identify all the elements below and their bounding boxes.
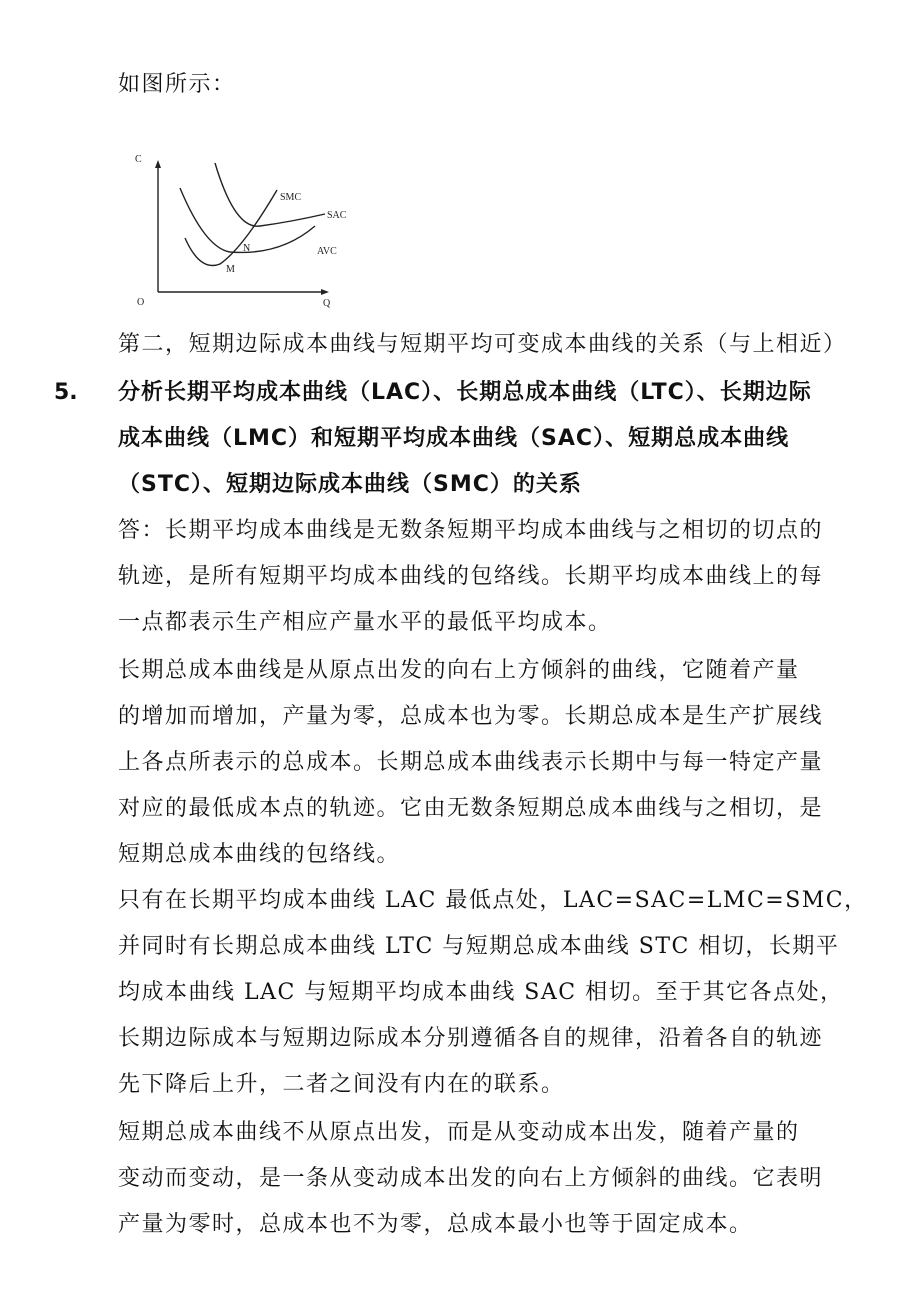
avc-label: AVC [317,246,337,257]
answer-line: 轨迹，是所有短期平均成本曲线的包络线。长期平均成本曲线上的每 [118,564,824,589]
answer-line: 先下降后上升，二者之间没有内在的联系。 [118,1072,565,1097]
intro-text: 如图所示： [118,72,236,97]
question-line: 成本曲线（LMC）和短期平均成本曲线（SAC）、短期总成本曲线 [118,426,790,451]
answer-line: 的增加而增加，产量为零，总成本也为零。长期总成本是生产扩展线 [118,704,824,729]
answer-line: 上各点所表示的总成本。长期总成本曲线表示长期中与每一特定产量 [118,750,824,775]
answer-line: 只有在长期平均成本曲线 LAC 最低点处，LAC=SAC=LMC=SMC， [118,888,868,913]
x-axis-arrow [321,289,329,295]
axis-y-label: C [135,154,142,165]
answer-line: 并同时有长期总成本曲线 LTC 与短期总成本曲线 STC 相切，长期平 [118,934,840,959]
question-line: （STC）、短期边际成本曲线（SMC）的关系 [118,472,582,497]
cost-curve-figure [125,148,347,318]
answer-line: 均成本曲线 LAC 与短期平均成本曲线 SAC 相切。至于其它各点处， [118,980,844,1005]
question-number: 5. [54,380,78,405]
smc-label: SMC [280,192,302,203]
answer-line: 对应的最低成本点的轨迹。它由无数条短期总成本曲线与之相切，是 [118,796,824,821]
question-line: 分析长期平均成本曲线（LAC）、长期总成本曲线（LTC）、长期边际 [118,380,812,405]
y-axis-arrow [155,160,161,168]
answer-line: 长期边际成本与短期边际成本分别遵循各自的规律，沿着各自的轨迹 [118,1026,824,1051]
origin-label: O [137,297,145,308]
point-m-label: M [226,264,235,275]
answer-line: 短期总成本曲线的包络线。 [118,842,401,867]
second-point-text: 第二，短期边际成本曲线与短期平均可变成本曲线的关系（与上相近） [118,332,847,357]
answer-line: 答：长期平均成本曲线是无数条短期平均成本曲线与之相切的切点的 [118,518,824,543]
point-n-label: N [243,243,251,254]
answer-line: 产量为零时，总成本也不为零，总成本最小也等于固定成本。 [118,1212,753,1237]
sac-label: SAC [327,210,347,221]
answer-line: 长期总成本曲线是从原点出发的向右上方倾斜的曲线，它随着产量 [118,658,800,683]
smc-curve [185,190,277,266]
answer-line: 一点都表示生产相应产量水平的最低平均成本。 [118,610,612,635]
axis-x-label: Q [323,298,331,309]
answer-line: 变动而变动，是一条从变动成本出发的向右上方倾斜的曲线。它表明 [118,1166,824,1191]
answer-line: 短期总成本曲线不从原点出发，而是从变动成本出发，随着产量的 [118,1120,800,1145]
sac-curve [215,163,325,226]
